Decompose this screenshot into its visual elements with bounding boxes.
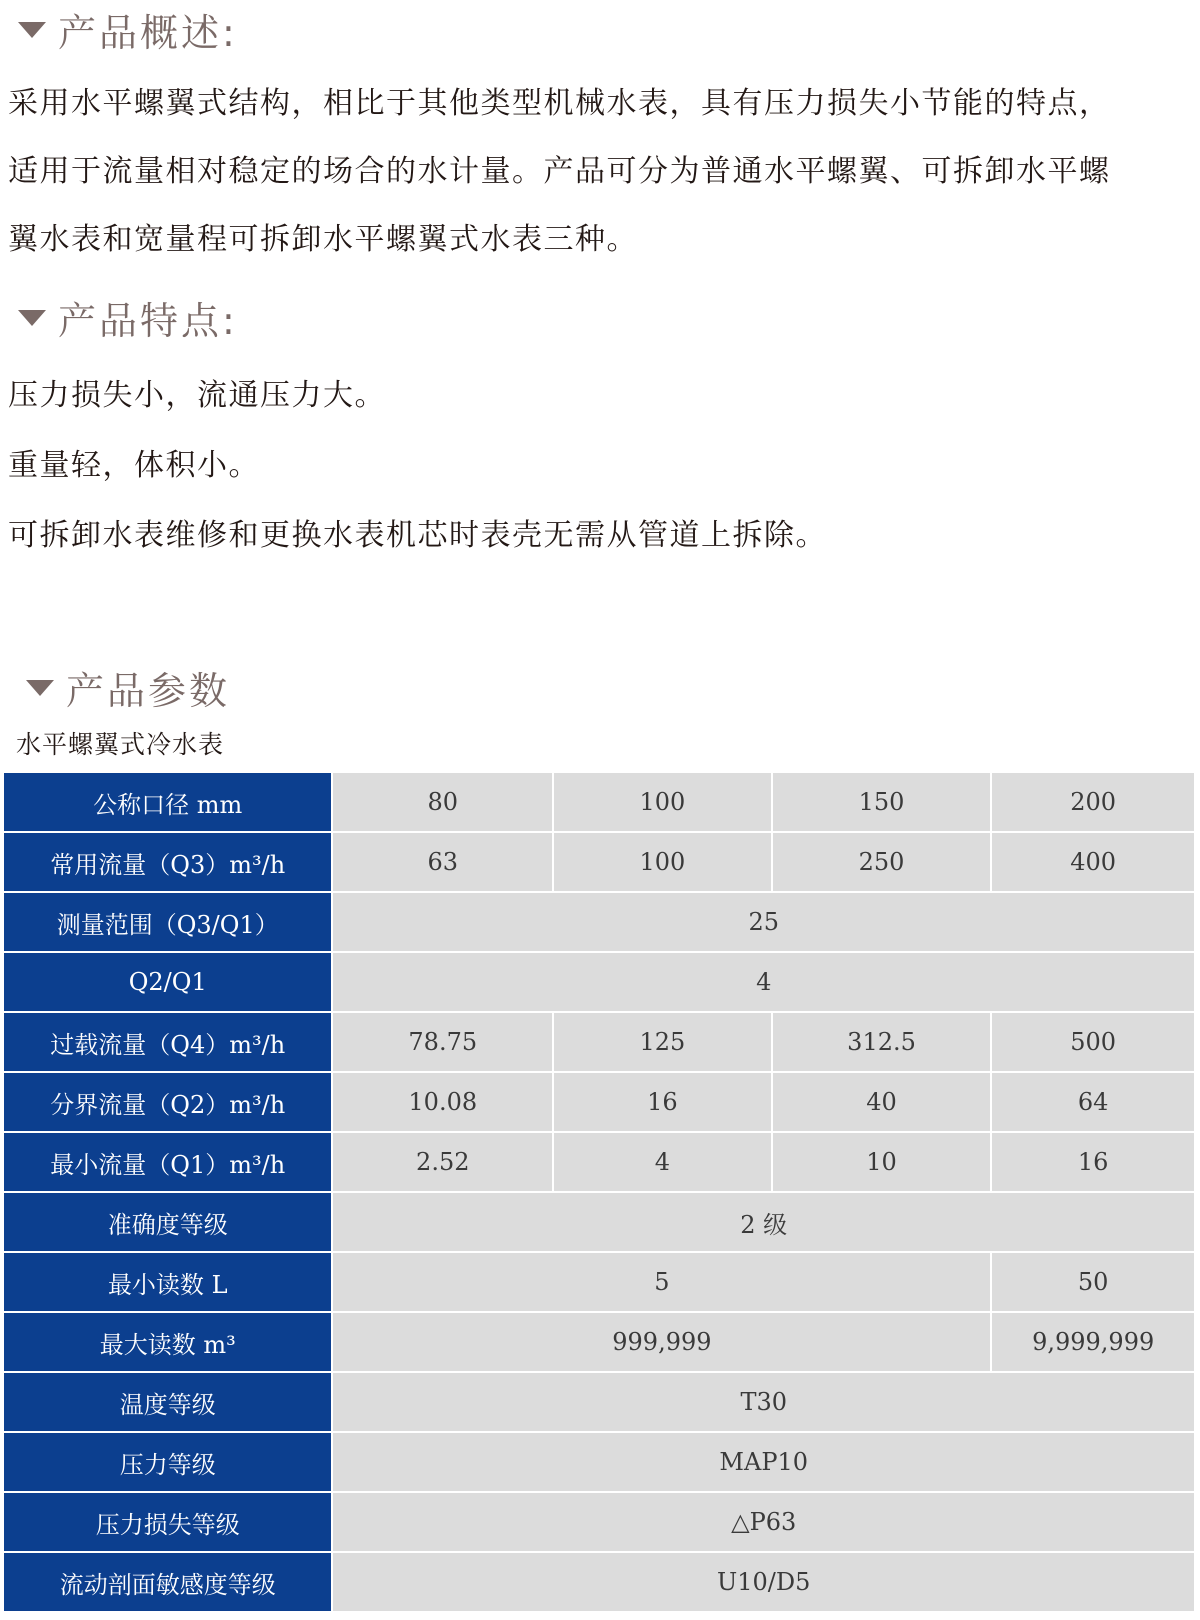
row-label: 常用流量（Q3）m³/h: [4, 833, 331, 891]
row-label: Q2/Q1: [4, 953, 331, 1011]
table-row: [4, 1133, 1196, 1193]
triangle-down-icon: [26, 680, 54, 696]
value-cell: 150: [773, 773, 991, 831]
value-cell: 999,999: [333, 1313, 990, 1371]
value-cell: △P63: [333, 1493, 1194, 1551]
value-cell: T30: [333, 1373, 1194, 1431]
row-label: 分界流量（Q2）m³/h: [4, 1073, 331, 1131]
value-cell: 5: [333, 1253, 990, 1311]
row-label: 过载流量（Q4）m³/h: [4, 1013, 331, 1071]
value-cell: 10: [773, 1133, 991, 1191]
table-row: [4, 833, 1196, 893]
value-cell: 80: [333, 773, 552, 831]
value-cell: MAP10: [333, 1433, 1194, 1491]
value-cell: 16: [554, 1073, 771, 1131]
features-heading: [18, 290, 238, 345]
overview-heading: [18, 2, 238, 57]
table-row: [4, 1493, 1196, 1553]
params-heading: [26, 660, 230, 715]
table-row: [4, 953, 1196, 1013]
value-cell: 63: [333, 833, 552, 891]
row-label: 最小读数 L: [4, 1253, 331, 1311]
row-label: 流动剖面敏感度等级: [4, 1553, 331, 1611]
row-label: 公称口径 mm: [4, 773, 331, 831]
section-title: 产品特点:: [58, 299, 238, 343]
value-cell: 64: [992, 1073, 1194, 1131]
feature-line-1: 压力损失小，流通压力大。: [8, 378, 386, 413]
table-row: [4, 1553, 1196, 1613]
value-cell: 200: [992, 773, 1194, 831]
value-cell: 4: [333, 953, 1194, 1011]
value-cell: 40: [773, 1073, 991, 1131]
value-cell: 16: [992, 1133, 1194, 1191]
feature-line-2: 重量轻，体积小。: [8, 448, 260, 483]
table-row: [4, 773, 1196, 833]
table-row: [4, 1313, 1196, 1373]
params-table: [4, 773, 1196, 1613]
value-cell: 100: [554, 833, 771, 891]
table-row: [4, 1193, 1196, 1253]
value-cell: 2.52: [333, 1133, 552, 1191]
section-title: 产品概述:: [58, 11, 238, 55]
row-label: 测量范围（Q3/Q1）: [4, 893, 331, 951]
value-cell: 125: [554, 1013, 771, 1071]
value-cell: 10.08: [333, 1073, 552, 1131]
value-cell: 50: [992, 1253, 1194, 1311]
value-cell: 250: [773, 833, 991, 891]
triangle-down-icon: [18, 310, 46, 326]
section-title: 产品参数: [66, 669, 231, 713]
row-label: 压力损失等级: [4, 1493, 331, 1551]
value-cell: 500: [992, 1013, 1194, 1071]
overview-line-2: 适用于流量相对稳定的场合的水计量。产品可分为普通水平螺翼、可拆卸水平螺: [8, 154, 1111, 189]
value-cell: 25: [333, 893, 1194, 951]
table-row: [4, 1433, 1196, 1493]
table-row: [4, 1253, 1196, 1313]
value-cell: 312.5: [773, 1013, 991, 1071]
feature-line-3: 可拆卸水表维修和更换水表机芯时表壳无需从管道上拆除。: [8, 518, 827, 553]
value-cell: 2 级: [333, 1193, 1194, 1251]
value-cell: 78.75: [333, 1013, 552, 1071]
value-cell: 4: [554, 1133, 771, 1191]
triangle-down-icon: [18, 22, 46, 38]
table-title: 水平螺翼式冷水表: [16, 730, 225, 759]
overview-line-3: 翼水表和宽量程可拆卸水平螺翼式水表三种。: [8, 222, 638, 257]
value-cell: 100: [554, 773, 771, 831]
row-label: 压力等级: [4, 1433, 331, 1491]
table-row: [4, 893, 1196, 953]
value-cell: U10/D5: [333, 1553, 1194, 1611]
row-label: 最大读数 m³: [4, 1313, 331, 1371]
row-label: 准确度等级: [4, 1193, 331, 1251]
table-row: [4, 1073, 1196, 1133]
value-cell: 9,999,999: [992, 1313, 1194, 1371]
table-row: [4, 1013, 1196, 1073]
table-row: [4, 1373, 1196, 1433]
value-cell: 400: [992, 833, 1194, 891]
row-label: 温度等级: [4, 1373, 331, 1431]
overview-line-1: 采用水平螺翼式结构，相比于其他类型机械水表，具有压力损失小节能的特点，: [8, 86, 1111, 121]
row-label: 最小流量（Q1）m³/h: [4, 1133, 331, 1191]
